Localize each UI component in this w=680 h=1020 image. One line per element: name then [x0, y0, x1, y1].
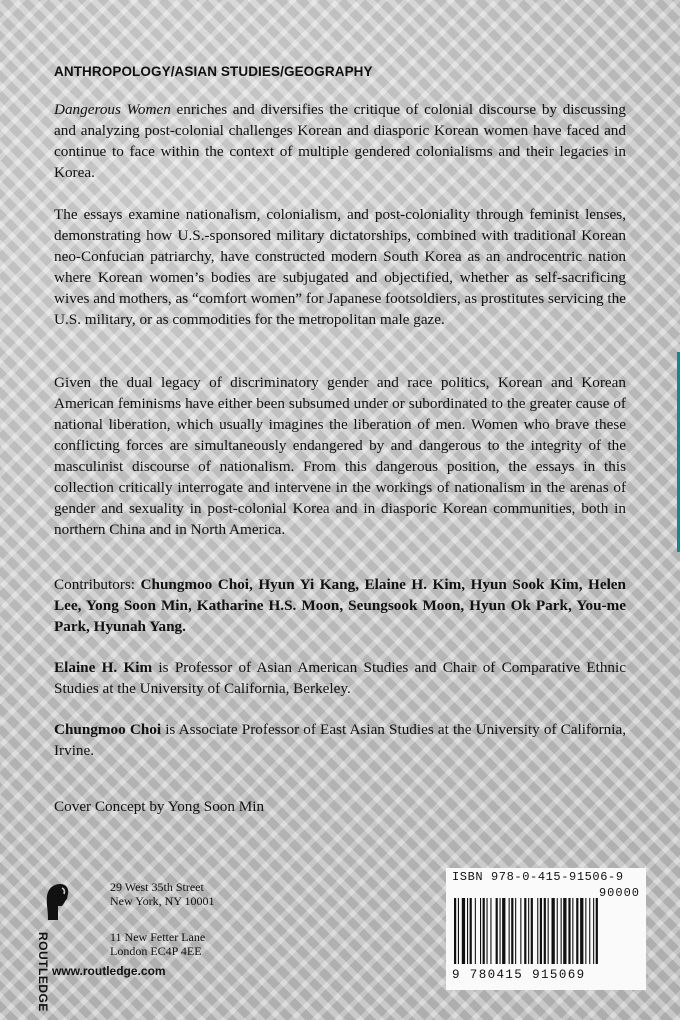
- barcode-bar: [596, 898, 598, 964]
- barcode-bar: [502, 898, 505, 964]
- editor-bio-text-1: is Professor of Asian American Studies and Chair of Comparative Ethnic Studies at the University of California, Berkeley.: [54, 659, 626, 697]
- barcode-bar: [462, 898, 465, 964]
- barcode-bar: [580, 898, 583, 964]
- barcode-bar: [557, 898, 558, 964]
- barcode-bar: [528, 898, 529, 964]
- barcode-bar: [531, 898, 533, 964]
- barcode-bar: [552, 898, 555, 964]
- address-ny-street: 29 West 35th Street: [110, 880, 204, 894]
- cover-concept-credit: [54, 796, 626, 817]
- barcode-bar: [524, 898, 526, 964]
- barcode-bar: [563, 898, 566, 964]
- barcode-bar: [490, 898, 491, 964]
- editor-bio-2: [54, 719, 626, 761]
- editor-bio-text-2: is Associate Professor of East Asian Studies at the University of California, Irvine.: [54, 721, 626, 759]
- barcode-bar: [576, 898, 578, 964]
- description-text-1: enriches and diversifies the critique of colonial discourse by discussing and analyzing post-colonial challenges Korean and diasporic Korean women have faced and continue to face within the context of multiple gendered colonialisms and their legacies in Korea.: [54, 101, 626, 181]
- editor-name-1: Elaine H. Kim: [54, 659, 153, 676]
- barcode-bar: [540, 898, 542, 964]
- barcode-bar: [475, 898, 476, 964]
- description-paragraph-2: [54, 204, 626, 330]
- address-ny-city: New York, NY 10001: [110, 894, 215, 908]
- barcode-bar: [561, 898, 562, 964]
- address-uk-street: 11 New Fetter Lane: [110, 930, 206, 944]
- barcode-bar: [589, 898, 590, 964]
- barcode-bar: [483, 898, 485, 964]
- address-new-york: [110, 880, 215, 908]
- barcode-bar: [520, 898, 521, 964]
- cover-concept-text: Cover Concept by Yong Soon Min: [54, 798, 265, 815]
- publisher-website: www.routledge.com: [52, 964, 166, 978]
- barcode-bar: [470, 898, 472, 964]
- barcode-bar: [509, 898, 510, 964]
- barcode-bar: [458, 898, 459, 964]
- barcode-bar: [500, 898, 501, 964]
- barcode-bar: [544, 898, 546, 964]
- barcode-bar: [487, 898, 488, 964]
- barcode-bar: [585, 898, 586, 964]
- editor-name-2: Chungmoo Choi: [54, 721, 162, 738]
- isbn-label: ISBN 978-0-415-91506-9: [452, 870, 624, 884]
- barcode-digits: 9 780415 915069: [452, 968, 586, 982]
- description-text-2: The essays examine nationalism, colonialism, and post-coloniality through feminist lenses, demonstrating how U.S.-sponsored military dictatorships, combined with traditional Korean neo-Confucian patriarchy, have constructed modern South Korea as an androcentric nation where Korean women’s bodies are subjugated and objectified, whether as self-sacrificing wives and mothers, as “comfort women” for Japanese footsoldiers, as prostitutes servicing the U.S. military, or as commodities for the metropolitan male gaze.: [54, 206, 626, 328]
- routledge-logo: [36, 882, 104, 1012]
- barcode-bar: [515, 898, 516, 964]
- isbn-barcode: [446, 868, 646, 990]
- barcode-bar: [496, 898, 498, 964]
- barcode-bar: [568, 898, 570, 964]
- barcode-bar: [572, 898, 573, 964]
- book-title: Dangerous Women: [54, 101, 171, 118]
- profile-head-icon: [44, 882, 70, 922]
- description-paragraph-1: [54, 99, 626, 183]
- barcode-bar: [454, 898, 456, 964]
- editor-bio-1: [54, 657, 626, 699]
- barcode-bar: [593, 898, 594, 964]
- barcode-bar: [511, 898, 513, 964]
- price-code: 90000: [598, 886, 640, 900]
- logo-wordmark: ROUTLEDGE: [36, 932, 50, 1012]
- barcode-bar: [537, 898, 538, 964]
- barcode-bar: [467, 898, 468, 964]
- barcode-bar: [548, 898, 549, 964]
- description-paragraph-3: [54, 372, 626, 540]
- barcode-bar: [480, 898, 481, 964]
- contributors-label: Contributors:: [54, 576, 141, 593]
- barcode-bars: [454, 898, 640, 968]
- contributors-names: Chungmoo Choi, Hyun Yi Kang, Elaine H. Kim, Hyun Sook Kim, Helen Lee, Yong Soon Min, Katharine H.S. Moon, Seungsook Moon, Hyun Ok Park, You-me Park, Hyunah Yang.: [54, 576, 626, 635]
- description-text-3: Given the dual legacy of discriminatory gender and race politics, Korean and Korean American feminisms have either been subsumed under or subordinated to the greater cause of national liberation, which usually imagines the liberation of men. Women who brave these conflicting forces are simultaneously endangered by and dangerous to the integrity of the masculinist discourse of nationalism. From this dangerous position, the essays in this collection critically interrogate and intervene in the workings of nationalism in the arenas of gender and sexuality in post-colonial Korea and in diasporic Korean communities, both in northern China and in North America.: [54, 374, 626, 538]
- contributors-paragraph: [54, 574, 626, 637]
- address-uk-city: London EC4P 4EE: [110, 944, 202, 958]
- category-heading: ANTHROPOLOGY/ASIAN STUDIES/GEOGRAPHY: [54, 64, 373, 79]
- address-london: [110, 930, 205, 958]
